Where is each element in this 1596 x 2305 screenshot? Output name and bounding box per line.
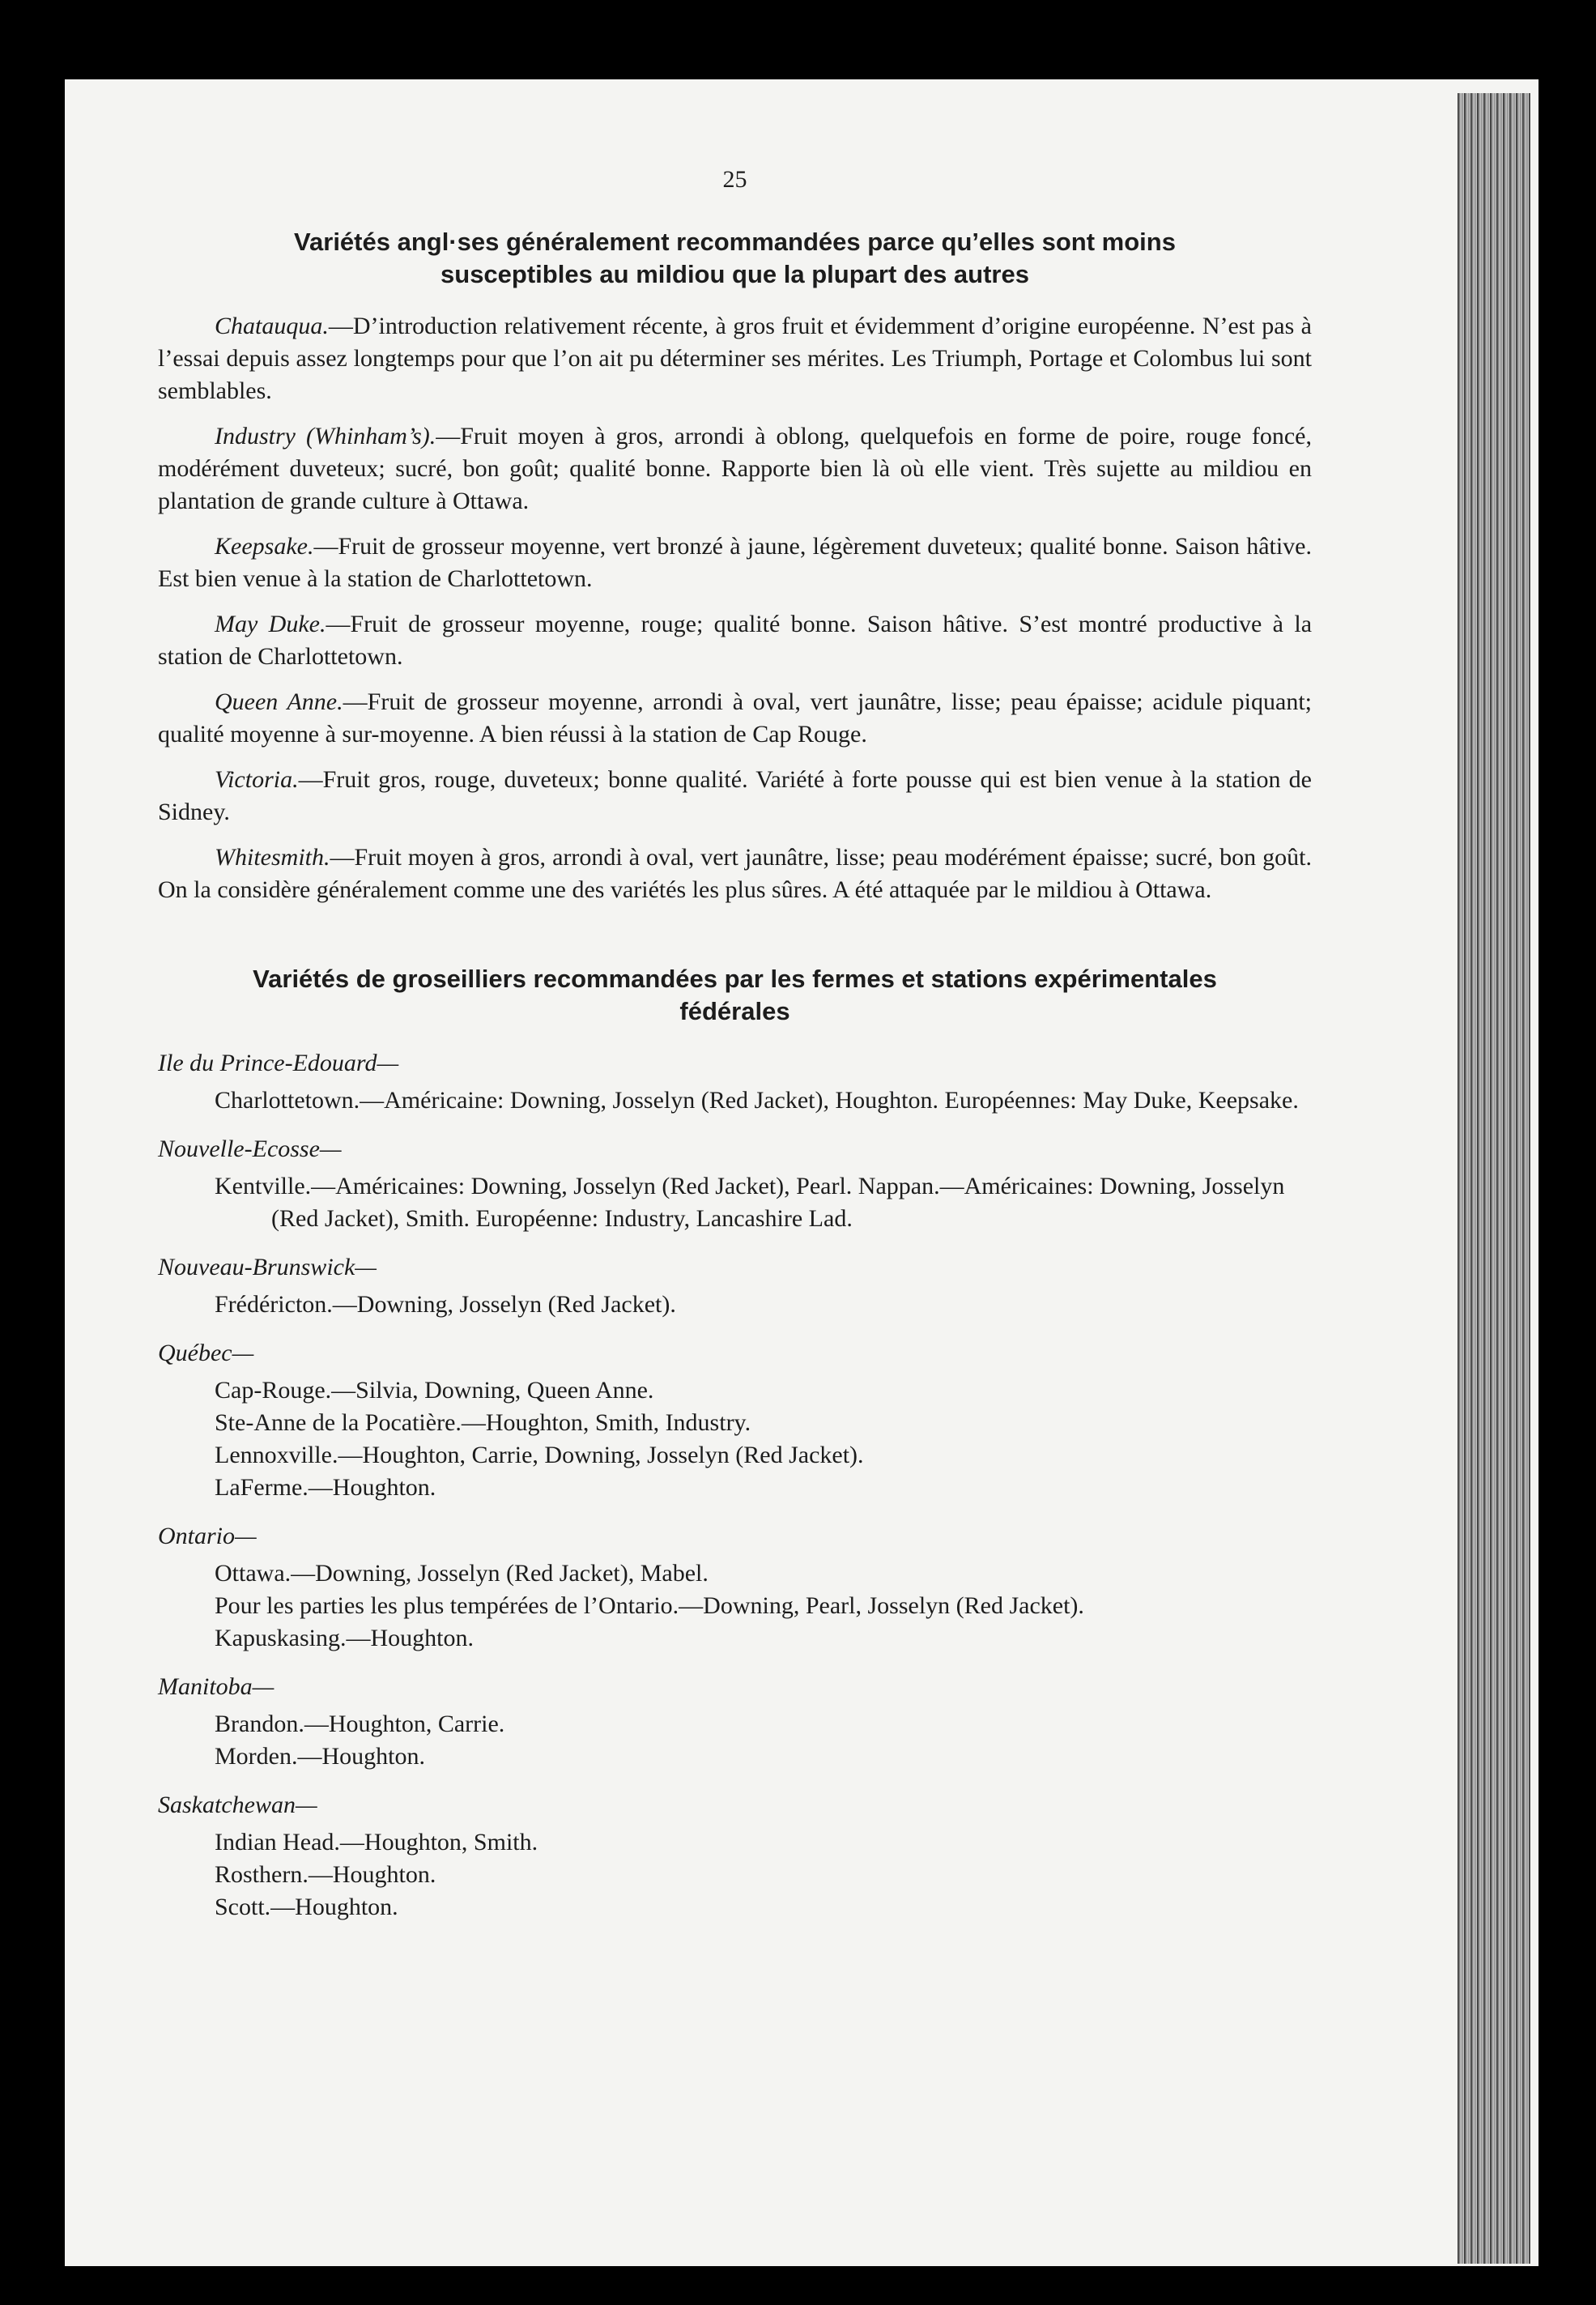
variety-name: May Duke. (215, 611, 326, 637)
station-entry: Morden.—Houghton. (215, 1743, 425, 1770)
variety-list (158, 310, 1312, 906)
variety-description: —Fruit moyen à gros, arrondi à oblong, quelquefois en forme de poire, rouge foncé, modérément duveteux; sucré, bon goût; qualité bonne. Rapporte bien là où elle vient. Très sujette au mildiou en plantation de grande culture à Ottawa. (158, 423, 1312, 514)
variety-description: —Fruit de grosseur moyenne, arrondi à oval, vert jaunâtre, lisse; peau épaisse; acidule piquant; qualité moyenne à sur-moyenne. A bien réussi à la station de Cap Rouge. (158, 688, 1312, 748)
variety-entry (158, 608, 1312, 673)
station-entry: Rosthern.—Houghton. (215, 1861, 436, 1888)
heading-line-1: Variétés angl·ses généralement recommandées parce qu’elles sont moins (294, 228, 1176, 256)
province-heading: Nouvelle-Ecosse— (158, 1135, 342, 1162)
station-entry: Frédéricton.—Downing, Josselyn (Red Jacket). (215, 1291, 676, 1318)
variety-description: —Fruit moyen à gros, arrondi à oval, vert jaunâtre, lisse; peau modérément épaisse; sucré, bon goût. On la considère généralement comme une des variétés les plus sûres. A été attaquée par le mildiou à Ottawa. (158, 844, 1312, 903)
station-entry: Kentville.—Américaines: Downing, Josselyn (Red Jacket), Pearl. Nappan.—Américaines: Downing, Josselyn (Red Jacket), Smith. Européenne: Industry, Lancashire Lad. (215, 1173, 1285, 1232)
station-entry: Scott.—Houghton. (215, 1894, 398, 1920)
page-edges (1458, 93, 1530, 2264)
station-entry: Indian Head.—Houghton, Smith. (215, 1829, 538, 1856)
province-heading: Nouveau-Brunswick— (158, 1254, 377, 1280)
variety-name: Whitesmith. (215, 844, 330, 871)
station-entry: Ottawa.—Downing, Josselyn (Red Jacket), Mabel. (215, 1560, 709, 1587)
heading-line-1: Variétés de groseilliers recommandées par les fermes et stations expérimentales (253, 965, 1217, 993)
page-content (158, 166, 1312, 1924)
station-entry: Charlottetown.—Américaine: Downing, Josselyn (Red Jacket), Houghton. Européennes: May Duke, Keepsake. (215, 1087, 1299, 1114)
station-entry: Brandon.—Houghton, Carrie. (215, 1711, 505, 1737)
section-heading-english-varieties (158, 226, 1312, 291)
variety-description: —Fruit de grosseur moyenne, rouge; qualité bonne. Saison hâtive. S’est montré productive à la station de Charlottetown. (158, 611, 1313, 670)
province-heading: Québec— (158, 1340, 254, 1366)
variety-name: Victoria. (215, 766, 299, 793)
variety-entry (158, 530, 1312, 595)
province-list (158, 1047, 1312, 1924)
section-heading-recommended-varieties (158, 963, 1312, 1028)
variety-name: Queen Anne. (215, 688, 343, 715)
province-heading: Ontario— (158, 1523, 257, 1549)
variety-name: Keepsake. (215, 533, 314, 560)
heading-line-2: susceptibles au mildiou que la plupart des autres (440, 260, 1029, 288)
variety-entry (158, 764, 1312, 829)
station-entry: Lennoxville.—Houghton, Carrie, Downing, Josselyn (Red Jacket). (215, 1442, 864, 1468)
station-entry: Cap-Rouge.—Silvia, Downing, Queen Anne. (215, 1377, 654, 1404)
variety-entry (158, 420, 1312, 518)
variety-description: —Fruit de grosseur moyenne, vert bronzé à jaune, légèrement duveteux; qualité bonne. Saison hâtive. Est bien venue à la station de Charlottetown. (158, 533, 1312, 592)
variety-name: Chatauqua. (215, 313, 329, 339)
station-entry: LaFerme.—Houghton. (215, 1474, 436, 1501)
station-entry: Pour les parties les plus tempérées de l’Ontario.—Downing, Pearl, Josselyn (Red Jacket). (215, 1592, 1084, 1619)
variety-name: Industry (Whinham’s). (215, 423, 436, 449)
variety-description: —D’introduction relativement récente, à gros fruit et évidemment d’origine européenne. N’est pas à l’essai depuis assez longtemps pour que l’on ait pu déterminer ses mérites. Les Triumph, Portage et Colombus lui sont semblables. (158, 313, 1312, 404)
heading-line-2: fédérales (679, 997, 790, 1025)
variety-entry (158, 686, 1312, 751)
variety-entry (158, 841, 1312, 906)
page-number: 25 (722, 166, 747, 193)
province-heading: Ile du Prince-Edouard— (158, 1050, 399, 1076)
province-heading: Saskatchewan— (158, 1792, 317, 1818)
station-entry: Kapuskasing.—Houghton. (215, 1625, 474, 1651)
variety-entry (158, 310, 1312, 407)
station-entry: Ste-Anne de la Pocatière.—Houghton, Smith, Industry. (215, 1409, 751, 1436)
variety-description: —Fruit gros, rouge, duveteux; bonne qualité. Variété à forte pousse qui est bien venue à la station de Sidney. (158, 766, 1312, 825)
province-heading: Manitoba— (158, 1673, 275, 1700)
